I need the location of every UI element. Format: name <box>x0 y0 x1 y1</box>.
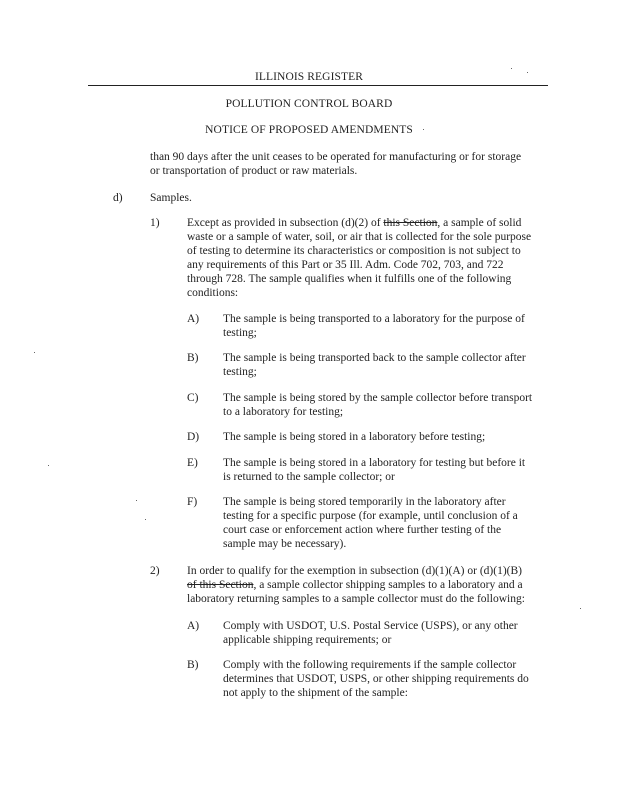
item2-second-line <box>187 579 523 593</box>
register-title: ILLINOIS REGISTER <box>254 71 364 83</box>
scan-speck <box>423 129 424 130</box>
subitem-line: to a laboratory for testing; <box>223 406 344 418</box>
scan-speck <box>34 352 35 353</box>
subitem-label: E) <box>187 457 198 469</box>
scan-speck <box>145 519 146 520</box>
subitem-line: The sample is being transported back to the sample collector after <box>223 352 526 364</box>
subitem-line: The sample is being transported to a laboratory for the purpose of <box>223 313 525 325</box>
subitem-line: Comply with USDOT, U.S. Postal Service (USPS), or any other <box>223 620 518 632</box>
paragraph-line: In order to qualify for the exemption in subsection (d)(1)(A) or (d)(1)(B) <box>187 565 522 577</box>
paragraph-line: waste or a sample of water, soil, or air that is collected for the sole purpose <box>187 231 532 243</box>
notice-title: NOTICE OF PROPOSED AMENDMENTS <box>205 124 413 136</box>
item1-intro: Except as provided in subsection (d)(2) of <box>187 217 384 229</box>
subitem-line: court case or enforcement action where further testing of the <box>223 524 502 536</box>
subitem-line: The sample is being stored by the sample collector before transport <box>223 392 533 404</box>
subitem-line: The sample is being stored in a laboratory for testing but before it <box>223 457 526 469</box>
scan-speck <box>580 608 581 609</box>
subitem-line: The sample is being stored temporarily in the laboratory after <box>223 496 506 508</box>
subitem-line: applicable shipping requirements; or <box>223 634 392 646</box>
subitem-label: C) <box>187 392 199 404</box>
board-title: POLLUTION CONTROL BOARD <box>225 98 393 110</box>
paragraph-line: any requirements of this Part or 35 Ill. Adm. Code 702, 703, and 722 <box>187 259 504 271</box>
paragraph-line: laboratory returning samples to a sample collector must do the following: <box>187 593 525 605</box>
subitem-label: B) <box>187 659 199 671</box>
continuation-line: or transportation of product or raw materials. <box>150 165 358 177</box>
section-label: d) <box>113 192 123 204</box>
paragraph-line: conditions: <box>187 287 239 299</box>
subitem-line: is returned to the sample collector; or <box>223 471 395 483</box>
struck-text: this Section <box>383 217 438 229</box>
scan-speck <box>527 72 528 73</box>
section-title: Samples. <box>150 192 192 204</box>
subitem-line: sample may be necessary). <box>223 538 347 550</box>
item2-line2-rest: , a sample collector shipping samples to a laboratory and a <box>253 579 523 591</box>
header-rule <box>88 85 548 86</box>
scan-speck <box>48 465 49 466</box>
item-label: 2) <box>150 565 160 577</box>
subitem-label: A) <box>187 313 200 325</box>
paragraph-line: through 728. The sample qualifies when it fulfills one of the following <box>187 273 512 285</box>
subitem-label: B) <box>187 352 199 364</box>
scan-speck <box>136 500 137 501</box>
item-label: 1) <box>150 217 160 229</box>
subitem-line: testing for a specific purpose (for example, until conclusion of a <box>223 510 518 522</box>
scan-speck <box>511 68 512 69</box>
struck-text: of this Section <box>187 579 254 591</box>
continuation-line: than 90 days after the unit ceases to be operated for manufacturing or for storage <box>150 151 522 163</box>
subitem-line: testing; <box>223 366 257 378</box>
item1-line1-end: , a sample of solid <box>437 217 522 229</box>
subitem-label: D) <box>187 431 200 443</box>
subitem-label: F) <box>187 496 198 508</box>
paragraph-line: of testing to determine its characteristics or composition is not subject to <box>187 245 521 257</box>
subitem-line: not apply to the shipment of the sample: <box>223 687 408 699</box>
item1-first-line <box>187 217 521 231</box>
subitem-label: A) <box>187 620 200 632</box>
subitem-line: testing; <box>223 327 257 339</box>
subitem-line: determines that USDOT, USPS, or other shipping requirements do <box>223 673 529 685</box>
subitem-line: Comply with the following requirements if the sample collector <box>223 659 517 671</box>
subitem-line: The sample is being stored in a laboratory before testing; <box>223 431 486 443</box>
